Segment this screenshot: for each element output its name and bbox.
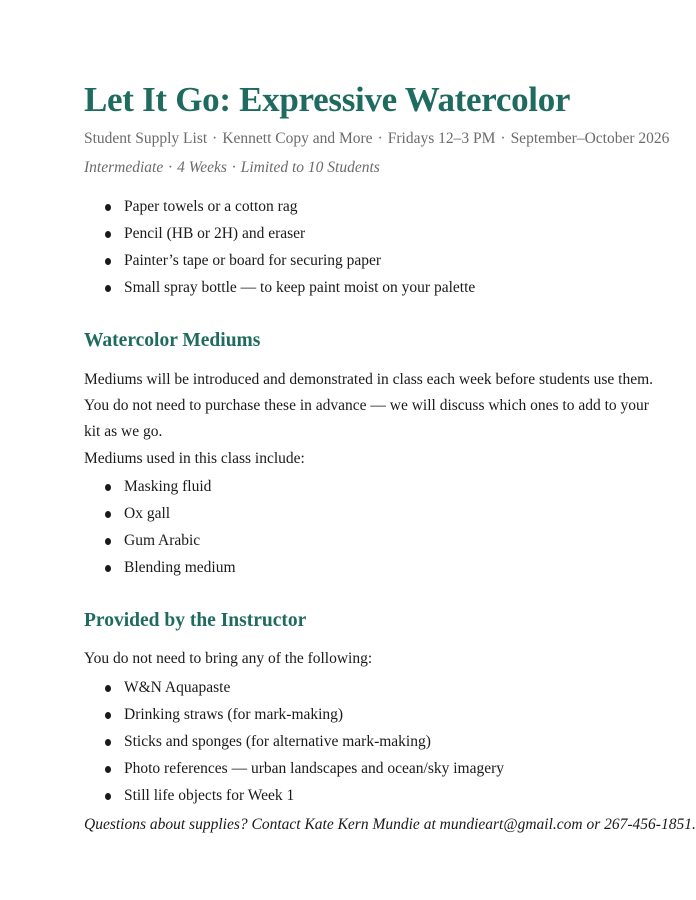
separator: ·	[212, 130, 218, 147]
list-item-text: Ox gall	[124, 505, 171, 522]
separator: ·	[377, 130, 383, 147]
list-item-text: Masking fluid	[124, 478, 212, 495]
subtitle-location: Kennett Copy and More	[222, 130, 373, 147]
bullet-icon	[105, 793, 111, 800]
list-item	[84, 250, 475, 277]
list-item-text: Paper towels or a cotton rag	[124, 198, 298, 215]
list-item	[84, 196, 475, 223]
list-item-text: Small spray bottle — to keep paint moist on your palette	[124, 279, 476, 296]
page-title: Let It Go: Expressive Watercolor	[84, 80, 571, 119]
list-item	[84, 277, 475, 304]
list-item	[84, 530, 236, 557]
section-heading-mediums: Watercolor Mediums	[84, 330, 261, 351]
bullet-icon	[105, 285, 111, 292]
list-item-text: Sticks and sponges (for alternative mark-making)	[124, 733, 431, 750]
mediums-list-intro: Mediums used in this class include:	[84, 450, 305, 467]
list-item	[84, 677, 504, 704]
provided-list	[84, 677, 504, 812]
bullet-icon	[105, 258, 111, 265]
subtitle-line	[84, 130, 669, 148]
list-item	[84, 476, 236, 503]
list-item	[84, 758, 504, 785]
list-item-text: Gum Arabic	[124, 532, 201, 549]
bullet-icon	[105, 538, 111, 545]
bullet-icon	[105, 712, 111, 719]
contact-note: Questions about supplies? Contact Kate Kern Mundie at mundieart@gmail.com or 267-456-1851.	[84, 816, 696, 833]
mediums-list	[84, 476, 236, 584]
bullet-icon	[105, 739, 111, 746]
bullet-icon	[105, 204, 111, 211]
list-item-text: Painter’s tape or board for securing paper	[124, 252, 382, 269]
subtitle-document-type: Student Supply List	[84, 130, 208, 147]
bullet-icon	[105, 565, 111, 572]
bullet-icon	[105, 511, 111, 518]
list-item-text: Blending medium	[124, 559, 236, 576]
basic-supplies-list	[84, 196, 475, 304]
section-heading-provided: Provided by the Instructor	[84, 610, 307, 631]
list-item-text: Pencil (HB or 2H) and eraser	[124, 225, 306, 242]
mediums-intro-paragraph: Mediums will be introduced and demonstrated in class each week before students use them. You do not need to purchase these in advance — we will discuss which ones to add to your kit as we go.	[84, 371, 654, 440]
course-details-line	[84, 159, 380, 177]
bullet-icon	[105, 766, 111, 773]
bullet-icon	[105, 685, 111, 692]
bullet-icon	[105, 484, 111, 491]
separator: ·	[500, 130, 506, 147]
list-item-text: Photo references — urban landscapes and ocean/sky imagery	[124, 760, 505, 777]
list-item-text: Still life objects for Week 1	[124, 787, 295, 804]
separator: ·	[168, 159, 173, 176]
course-duration: 4 Weeks	[177, 159, 227, 176]
list-item	[84, 785, 504, 812]
list-item	[84, 223, 475, 250]
subtitle-dates: September–October 2026	[510, 130, 670, 147]
course-level: Intermediate	[84, 159, 164, 176]
subtitle-schedule: Fridays 12–3 PM	[387, 130, 496, 147]
separator: ·	[231, 159, 236, 176]
list-item	[84, 503, 236, 530]
list-item-text: W&N Aquapaste	[124, 679, 231, 696]
provided-intro: You do not need to bring any of the following:	[84, 650, 373, 667]
list-item	[84, 731, 504, 758]
list-item-text: Drinking straws (for mark-making)	[124, 706, 344, 723]
list-item	[84, 557, 236, 584]
bullet-icon	[105, 231, 111, 238]
course-capacity: Limited to 10 Students	[240, 159, 380, 176]
list-item	[84, 704, 504, 731]
